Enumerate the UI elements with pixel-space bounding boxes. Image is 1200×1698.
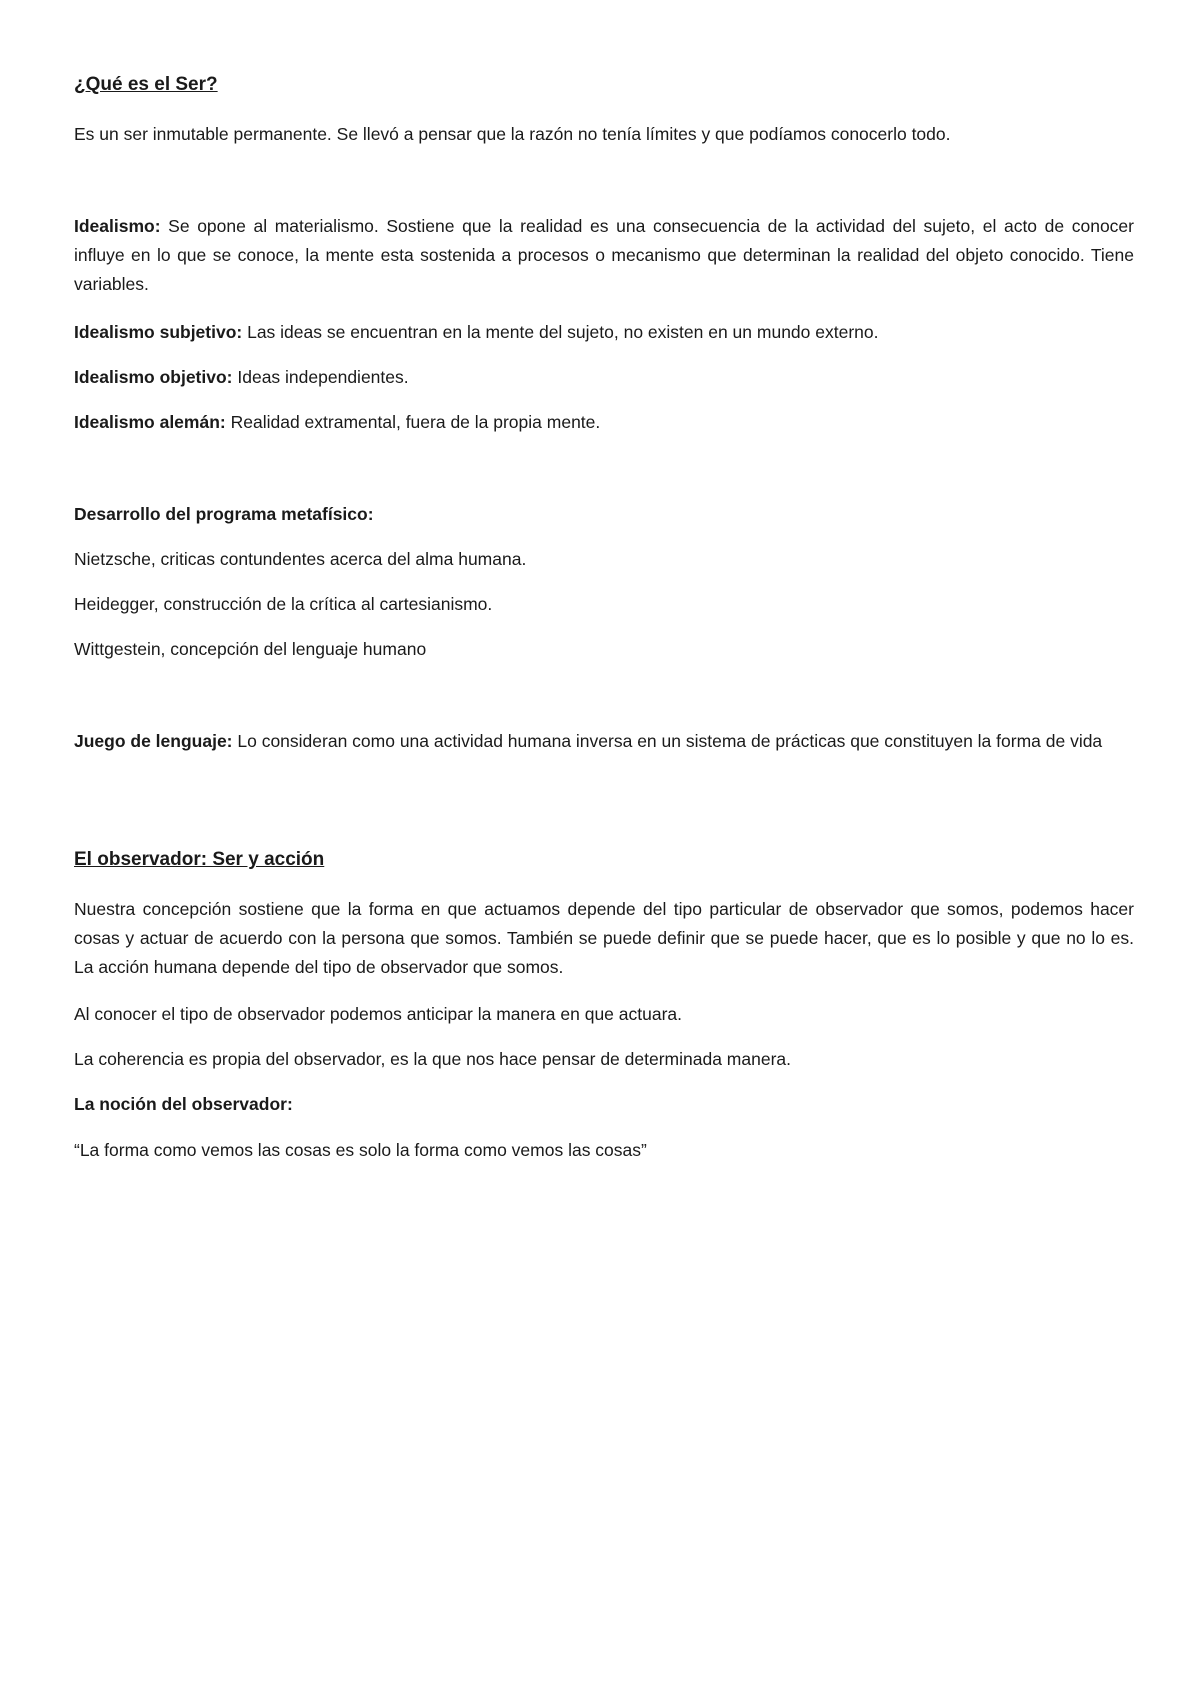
idealismo-paragraph xyxy=(74,212,1134,299)
juego-de-lenguaje-paragraph xyxy=(74,727,1134,756)
observador-paragraph: Nuestra concepción sostiene que la forma en que actuamos depende del tipo particular de observador que somos, podemos hacer cosas y actuar de acuerdo con la persona que somos. También se puede definir que se puede hacer, que es lo posible y que no lo es. La acción humana depende del tipo de observador que somos. xyxy=(74,899,1134,977)
programa-item: Heidegger, construcción de la crítica al cartesianismo. xyxy=(74,594,493,614)
idealismo-objetivo-paragraph xyxy=(74,363,1134,392)
programa-item: Wittgestein, concepción del lenguaje humano xyxy=(74,639,427,659)
programa-metafisico-heading: Desarrollo del programa metafísico: xyxy=(74,504,374,524)
juego-de-lenguaje-term: Juego de lenguaje: xyxy=(74,731,233,751)
idealismo-objetivo-term: Idealismo objetivo: xyxy=(74,367,233,387)
coherencia-paragraph: La coherencia es propia del observador, es la que nos hace pensar de determinada manera. xyxy=(74,1049,791,1069)
section-heading-que-es-el-ser: ¿Qué es el Ser? xyxy=(74,74,218,95)
idealismo-aleman-definition: Realidad extramental, fuera de la propia mente. xyxy=(225,412,601,432)
nocion-observador-label: La noción del observador: xyxy=(74,1094,293,1114)
idealismo-aleman-term: Idealismo alemán: xyxy=(74,412,226,432)
idealismo-definition: Se opone al materialismo. Sostiene que la realidad es una consecuencia de la actividad del sujeto, el acto de conocer influye en lo que se conoce, la mente esta sostenida a procesos o mecanismo que determinan la realidad del objeto conocido. Tiene variables. xyxy=(74,216,1134,294)
idealismo-objetivo-definition: Ideas independientes. xyxy=(232,367,409,387)
idealismo-subjetivo-term: Idealismo subjetivo: xyxy=(74,322,243,342)
section-heading-el-observador: El observador: Ser y acción xyxy=(74,849,325,870)
intro-paragraph: Es un ser inmutable permanente. Se llevó a pensar que la razón no tenía límites y que podíamos conocerlo todo. xyxy=(74,124,951,144)
anticipar-paragraph: Al conocer el tipo de observador podemos anticipar la manera en que actuara. xyxy=(74,1004,683,1024)
juego-de-lenguaje-definition: Lo consideran como una actividad humana inversa en un sistema de prácticas que constituyen la forma de vida xyxy=(232,731,1103,751)
idealismo-term: Idealismo: xyxy=(74,216,161,236)
idealismo-aleman-paragraph xyxy=(74,408,1134,437)
idealismo-subjetivo-paragraph xyxy=(74,318,1134,347)
observador-quote: “La forma como vemos las cosas es solo la forma como vemos las cosas” xyxy=(74,1140,647,1160)
idealismo-subjetivo-definition: Las ideas se encuentran en la mente del sujeto, no existen en un mundo externo. xyxy=(242,322,879,342)
programa-item: Nietzsche, criticas contundentes acerca del alma humana. xyxy=(74,549,527,569)
